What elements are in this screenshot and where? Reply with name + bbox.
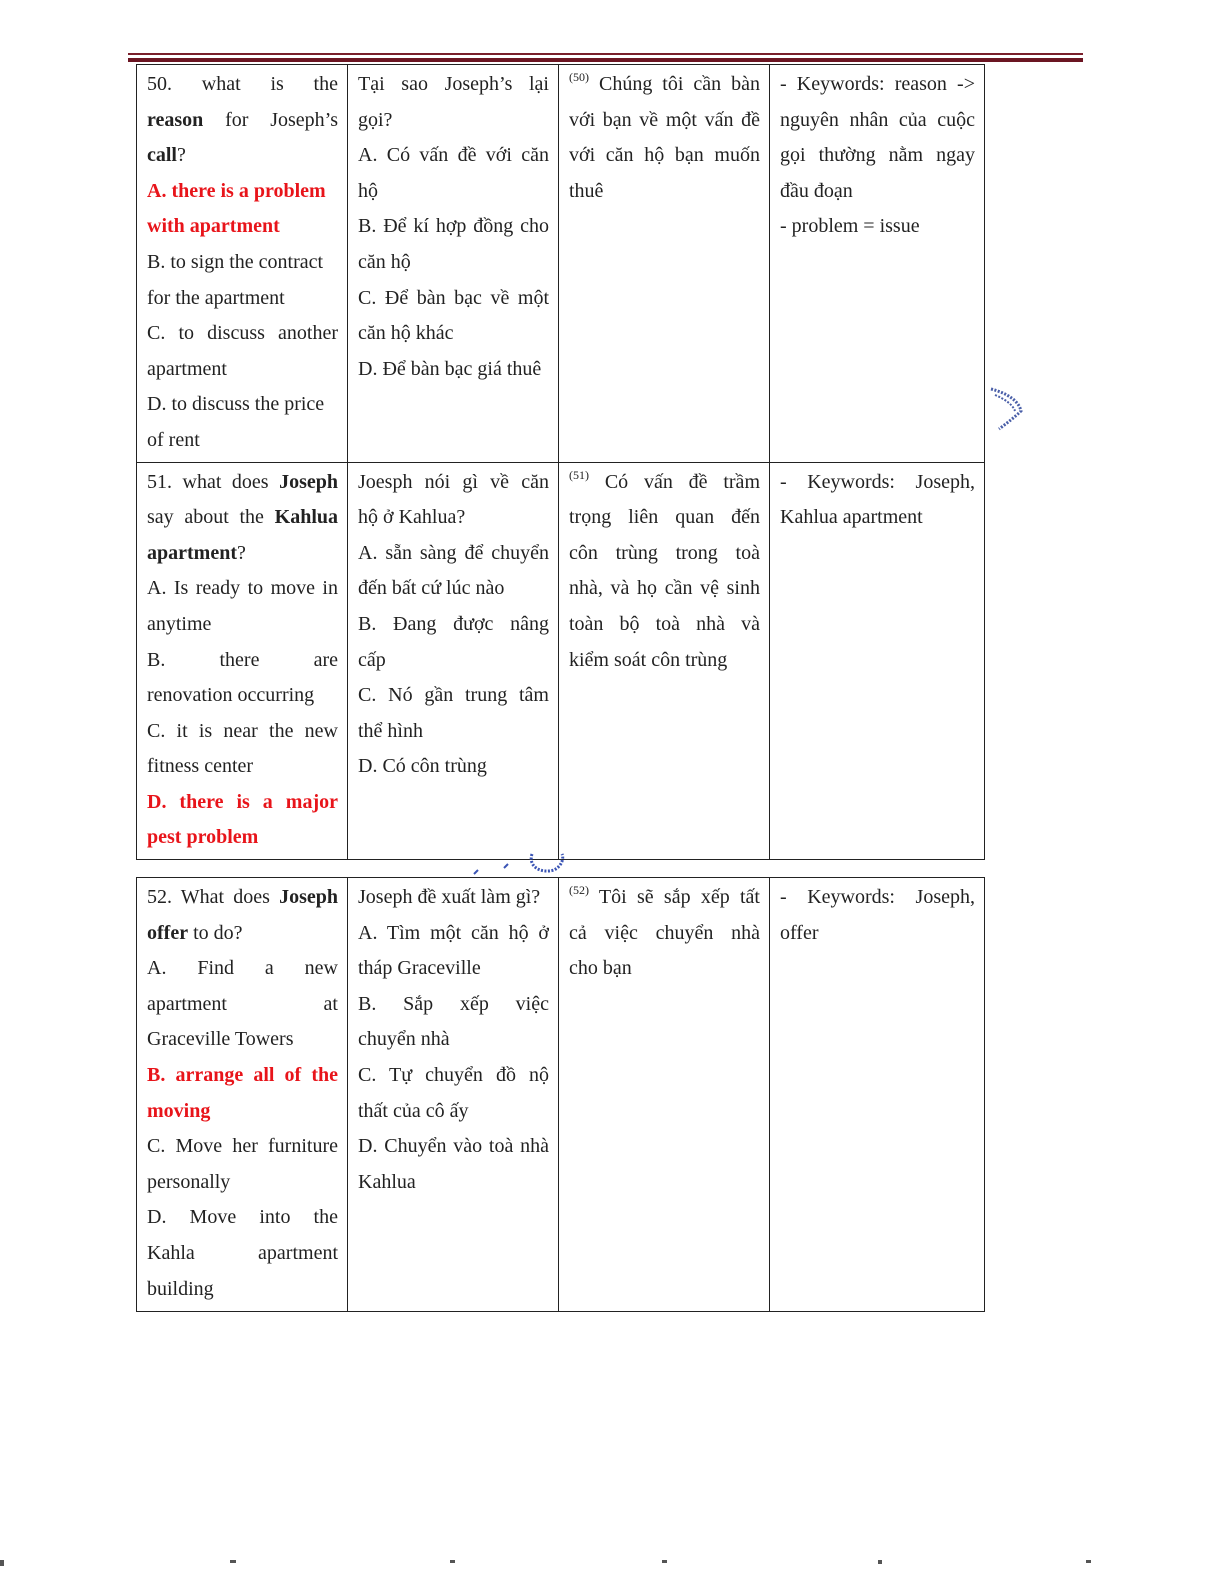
- translation-text: A. Tìm một căn hộ ở: [358, 921, 549, 944]
- transcript-number: (51): [569, 467, 589, 482]
- translation-text: hộ: [358, 179, 378, 202]
- translation-text: đến bất cứ lúc nào: [358, 577, 505, 600]
- notes-line: [780, 916, 975, 952]
- question-line: [147, 1094, 338, 1130]
- translation-line: [358, 1094, 549, 1130]
- transcript-line: [569, 607, 760, 643]
- notes-cell: [770, 878, 985, 1312]
- notes-line: [780, 138, 975, 174]
- translation-line: [358, 103, 549, 139]
- question-text: 52. What does: [147, 886, 280, 908]
- question-table-bottom: [136, 877, 985, 1312]
- question-table-top: [136, 64, 985, 860]
- transcript-text: cả việc chuyển nhà: [569, 921, 760, 944]
- notes-text: - Keywords: reason ->: [780, 73, 975, 95]
- notes-text: đầu đoạn: [780, 179, 853, 202]
- question-text: B. to sign the contract: [147, 250, 324, 273]
- question-text: Kahlua: [274, 506, 338, 529]
- question-line: [147, 500, 338, 536]
- transcript-cell: [559, 462, 770, 860]
- translation-line: [358, 316, 549, 352]
- question-line: [147, 245, 338, 281]
- translation-text: Kahlua: [358, 1170, 416, 1193]
- question-text: apartment: [147, 357, 227, 380]
- notes-cell: [770, 462, 985, 860]
- question-line: [147, 820, 338, 856]
- translation-line: [358, 67, 549, 103]
- translation-line: [358, 714, 549, 750]
- question-line: [147, 987, 338, 1023]
- table-row: [137, 462, 985, 860]
- translation-text: Tại sao Joseph’s lại: [358, 73, 549, 95]
- transcript-text: cho bạn: [569, 957, 632, 980]
- watermark-fragment-icon: [470, 852, 570, 878]
- question-text: pest problem: [147, 826, 259, 849]
- transcript-number: (52): [569, 883, 589, 897]
- translation-text: D. Chuyển vào toà nhà: [358, 1135, 549, 1158]
- translation-line: [358, 643, 549, 679]
- question-line: [147, 571, 338, 607]
- table-row: [137, 65, 985, 463]
- question-text: building: [147, 1277, 214, 1300]
- transcript-text: Tôi sẽ sắp xếp tất: [589, 886, 760, 908]
- translation-line: [358, 352, 549, 388]
- question-line: [147, 316, 338, 352]
- translation-line: [358, 749, 549, 785]
- question-line: [147, 1200, 338, 1236]
- translation-line: [358, 281, 549, 317]
- transcript-line: [569, 67, 760, 103]
- transcript-number: (50): [569, 70, 589, 84]
- question-text: Kahla apartment: [147, 1241, 338, 1264]
- translation-text: B. Đang được nâng: [358, 612, 549, 635]
- notes-text: offer: [780, 921, 819, 944]
- question-line: [147, 67, 338, 103]
- question-line: [147, 678, 338, 714]
- question-text: C. to discuss another: [147, 322, 338, 345]
- header-rule-thin: [128, 53, 1083, 55]
- question-text: D. there is a major: [147, 790, 338, 813]
- notes-line: [780, 880, 975, 916]
- question-text: offer: [147, 921, 189, 944]
- question-text: apartment at: [147, 992, 338, 1015]
- transcript-text: thuê: [569, 179, 604, 202]
- question-line: [147, 1022, 338, 1058]
- question-text: D. Move into the: [147, 1206, 338, 1229]
- transcript-text: toàn bộ toà nhà và: [569, 612, 760, 635]
- question-line: [147, 387, 338, 423]
- translation-line: [358, 1129, 549, 1165]
- question-text: ?: [236, 541, 246, 564]
- translation-text: C. Tự chuyển đồ nộ: [358, 1063, 549, 1086]
- question-text: 51. what does: [147, 470, 280, 493]
- question-text: fitness center: [147, 755, 254, 778]
- translation-cell: [348, 65, 559, 463]
- question-text: reason: [147, 108, 204, 131]
- translation-text: D. Để bàn bạc giá thuê: [358, 357, 542, 380]
- question-line: [147, 643, 338, 679]
- transcript-line: [569, 916, 760, 952]
- notes-line: [780, 209, 975, 245]
- translation-line: [358, 1058, 549, 1094]
- question-text: A. Is ready to move in: [147, 577, 338, 600]
- translation-text: thất của cô ấy: [358, 1099, 469, 1122]
- translation-line: [358, 987, 549, 1023]
- notes-cell: [770, 65, 985, 463]
- translation-text: C. Nó gần trung tâm: [358, 684, 549, 707]
- question-line: [147, 749, 338, 785]
- translation-line: [358, 607, 549, 643]
- question-line: [147, 536, 338, 572]
- translation-line: [358, 174, 549, 210]
- notes-text: - Keywords: Joseph,: [780, 470, 975, 493]
- translation-line: [358, 465, 549, 501]
- transcript-text: Chúng tôi cần bàn: [589, 73, 760, 95]
- transcript-text: côn trùng trong toà: [569, 541, 760, 564]
- question-text: D. to discuss the price: [147, 393, 325, 416]
- question-line: [147, 174, 338, 210]
- translation-line: [358, 1165, 549, 1201]
- translation-line: [358, 536, 549, 572]
- translation-text: chuyển nhà: [358, 1028, 450, 1051]
- translation-line: [358, 571, 549, 607]
- question-line: [147, 465, 338, 501]
- translation-text: hộ ở Kahlua?: [358, 506, 466, 529]
- translation-line: [358, 500, 549, 536]
- translation-line: [358, 880, 549, 916]
- question-text: with apartment: [147, 215, 280, 238]
- question-text: renovation occurring: [147, 684, 315, 707]
- question-text: A. there is a problem: [147, 179, 326, 202]
- question-line: [147, 951, 338, 987]
- question-text: call: [147, 144, 177, 167]
- question-line: [147, 607, 338, 643]
- question-text: Graceville Towers: [147, 1028, 294, 1051]
- translation-text: tháp Graceville: [358, 957, 481, 980]
- question-line: [147, 714, 338, 750]
- transcript-text: kiểm soát côn trùng: [569, 648, 728, 671]
- question-text: personally: [147, 1170, 231, 1193]
- translation-line: [358, 678, 549, 714]
- translation-text: A. sẵn sàng để chuyển: [358, 541, 549, 564]
- translation-cell: [348, 878, 559, 1312]
- question-line: [147, 1058, 338, 1094]
- notes-line: [780, 465, 975, 501]
- question-line: [147, 352, 338, 388]
- question-line: [147, 1236, 338, 1272]
- transcript-line: [569, 465, 760, 501]
- translation-text: B. Để kí hợp đồng cho: [358, 215, 549, 238]
- notes-text: gọi thường nằm ngay: [780, 144, 975, 167]
- notes-text: - problem = issue: [780, 215, 920, 238]
- translation-cell: [348, 462, 559, 860]
- transcript-text: với căn hộ bạn muốn: [569, 144, 760, 167]
- translation-text: gọi?: [358, 108, 393, 131]
- translation-line: [358, 916, 549, 952]
- question-text: A. Find a new: [147, 957, 338, 980]
- header-rule-thick: [128, 58, 1083, 62]
- question-cell: [137, 878, 348, 1312]
- transcript-text: với bạn về một vấn đề: [569, 108, 760, 131]
- question-text: B. arrange all of the: [147, 1063, 338, 1086]
- transcript-line: [569, 571, 760, 607]
- notes-text: nguyên nhân của cuộc: [780, 108, 975, 131]
- question-cell: [137, 462, 348, 860]
- translation-text: A. Có vấn đề với căn: [358, 144, 549, 167]
- translation-line: [358, 209, 549, 245]
- question-text: Joseph: [279, 886, 338, 908]
- transcript-line: [569, 951, 760, 987]
- notes-line: [780, 174, 975, 210]
- question-line: [147, 103, 338, 139]
- transcript-line: [569, 536, 760, 572]
- question-text: anytime: [147, 612, 212, 635]
- question-text: say about the: [147, 506, 275, 529]
- question-line: [147, 1272, 338, 1308]
- notes-line: [780, 67, 975, 103]
- translation-text: Joseph đề xuất làm gì?: [358, 886, 541, 908]
- transcript-line: [569, 103, 760, 139]
- transcript-text: Có vấn đề trầm: [589, 470, 760, 493]
- question-line: [147, 916, 338, 952]
- question-line: [147, 281, 338, 317]
- question-line: [147, 785, 338, 821]
- notes-line: [780, 103, 975, 139]
- transcript-cell: [559, 878, 770, 1312]
- transcript-line: [569, 138, 760, 174]
- question-line: [147, 209, 338, 245]
- translation-line: [358, 951, 549, 987]
- translation-text: thể hình: [358, 719, 423, 742]
- table-row: [137, 878, 985, 1312]
- transcript-cell: [559, 65, 770, 463]
- question-line: [147, 423, 338, 459]
- translation-line: [358, 1022, 549, 1058]
- question-text: for Joseph’s: [203, 108, 338, 131]
- question-line: [147, 138, 338, 174]
- question-text: Joseph: [279, 470, 338, 493]
- notes-text: - Keywords: Joseph,: [780, 886, 975, 908]
- translation-text: căn hộ: [358, 250, 411, 273]
- question-text: B. there are: [147, 648, 338, 671]
- question-text: of rent: [147, 428, 200, 451]
- translation-line: [358, 138, 549, 174]
- watermark-mark-icon: [985, 385, 1025, 433]
- question-text: 50. what is the: [147, 73, 338, 95]
- translation-text: D. Có côn trùng: [358, 755, 487, 778]
- notes-line: [780, 500, 975, 536]
- question-line: [147, 1165, 338, 1201]
- question-cell: [137, 65, 348, 463]
- translation-text: căn hộ khác: [358, 322, 454, 345]
- transcript-line: [569, 500, 760, 536]
- transcript-line: [569, 880, 760, 916]
- question-text: C. Move her furniture: [147, 1135, 338, 1158]
- question-line: [147, 880, 338, 916]
- translation-text: B. Sắp xếp việc: [358, 992, 549, 1015]
- transcript-line: [569, 174, 760, 210]
- transcript-text: nhà, và họ cần vệ sinh: [569, 577, 760, 600]
- translation-text: C. Để bàn bạc về một: [358, 286, 549, 309]
- translation-line: [358, 245, 549, 281]
- question-text: ?: [177, 144, 186, 167]
- transcript-line: [569, 643, 760, 679]
- translation-text: cấp: [358, 648, 386, 671]
- transcript-text: trọng liên quan đến: [569, 506, 760, 529]
- question-text: moving: [147, 1099, 211, 1122]
- notes-text: Kahlua apartment: [780, 506, 923, 529]
- question-line: [147, 1129, 338, 1165]
- question-text: C. it is near the new: [147, 719, 338, 742]
- question-text: apartment: [147, 541, 237, 564]
- question-text: for the apartment: [147, 286, 285, 309]
- footer-mark-strip: [0, 1556, 1225, 1568]
- question-text: to do?: [188, 921, 243, 944]
- translation-text: Joesph nói gì về căn: [358, 470, 549, 493]
